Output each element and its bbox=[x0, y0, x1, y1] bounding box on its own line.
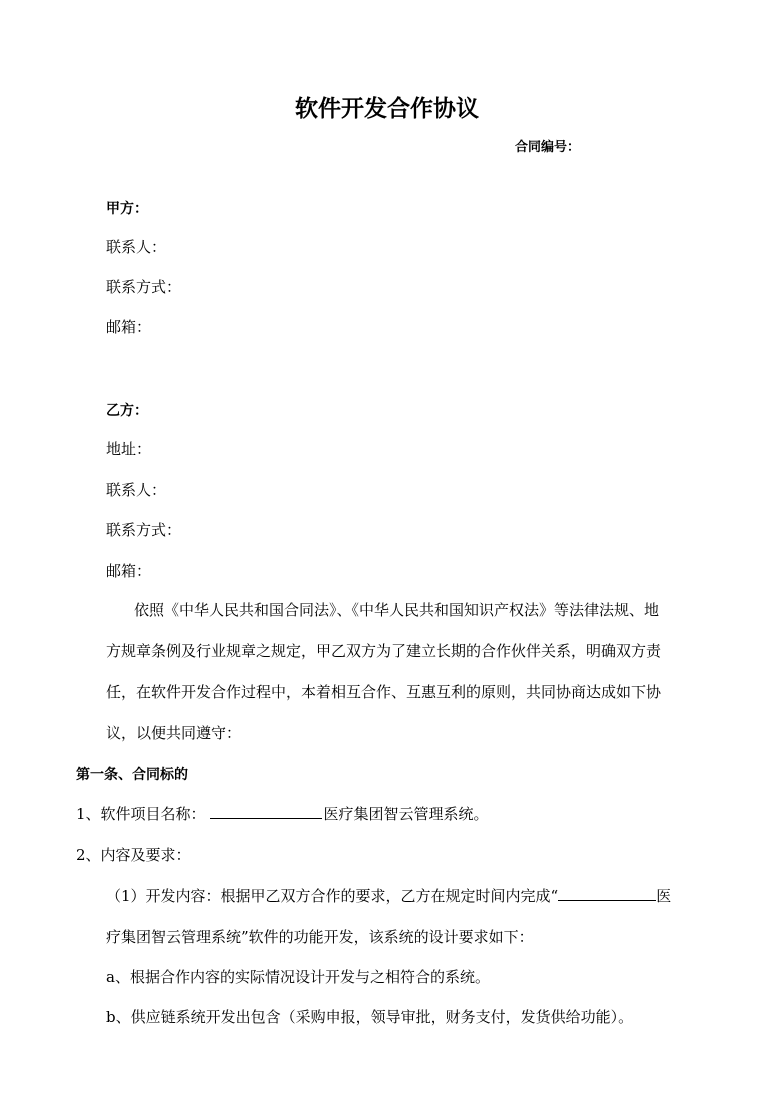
sub-item-1-line bbox=[106, 885, 671, 906]
party-a-contact-method-label: 联系方式： bbox=[106, 278, 182, 296]
party-a-heading: 甲方： bbox=[106, 201, 148, 217]
party-b-address-label: 地址： bbox=[106, 440, 152, 458]
preamble-line: 议，以便共同遵守： bbox=[106, 724, 242, 742]
party-a-contact-label: 联系人： bbox=[106, 238, 167, 256]
item-1-label: 1、软件项目名称： bbox=[76, 805, 206, 823]
item-2-label: 2、内容及要求： bbox=[76, 846, 191, 864]
party-a-email-label: 邮箱： bbox=[106, 318, 152, 336]
preamble-line: 依照《中华人民共和国合同法》、《中华人民共和国知识产权法》等法律法规、地 bbox=[134, 601, 660, 619]
article-1-heading: 第一条、合同标的 bbox=[76, 767, 188, 783]
party-b-heading: 乙方： bbox=[106, 403, 148, 419]
party-b-contact-method-label: 联系方式： bbox=[106, 521, 182, 539]
item-1-suffix: 医疗集团智云管理系统。 bbox=[323, 805, 489, 823]
item-1-line bbox=[76, 803, 489, 824]
system-name-blank bbox=[558, 886, 656, 901]
sub-item-1-text: （1）开发内容：根据甲乙双方合作的要求，乙方在规定时间内完成“ bbox=[106, 887, 559, 905]
requirement-a: a、根据合作内容的实际情况设计开发与之相符合的系统。 bbox=[106, 968, 490, 986]
project-name-blank bbox=[210, 804, 322, 819]
party-b-contact-label: 联系人： bbox=[106, 481, 167, 499]
preamble-line: 任，在软件开发合作过程中，本着相互合作、互惠互利的原则，共同协商达成如下协 bbox=[106, 683, 662, 701]
requirement-b: b、供应链系统开发出包含（采购申报，领导审批，财务支付，发货供给功能）。 bbox=[106, 1008, 634, 1026]
sub-item-1-line-2: 疗集团智云管理系统”软件的功能开发，该系统的设计要求如下： bbox=[106, 928, 534, 946]
document-title: 软件开发合作协议 bbox=[295, 96, 479, 122]
party-b-email-label: 邮箱： bbox=[106, 562, 152, 580]
preamble-line: 方规章条例及行业规章之规定，甲乙双方为了建立长期的合作伙伴关系，明确双方责 bbox=[106, 642, 662, 660]
sub-item-1-text-end: 医 bbox=[656, 887, 672, 905]
contract-number-label: 合同编号： bbox=[515, 140, 581, 155]
